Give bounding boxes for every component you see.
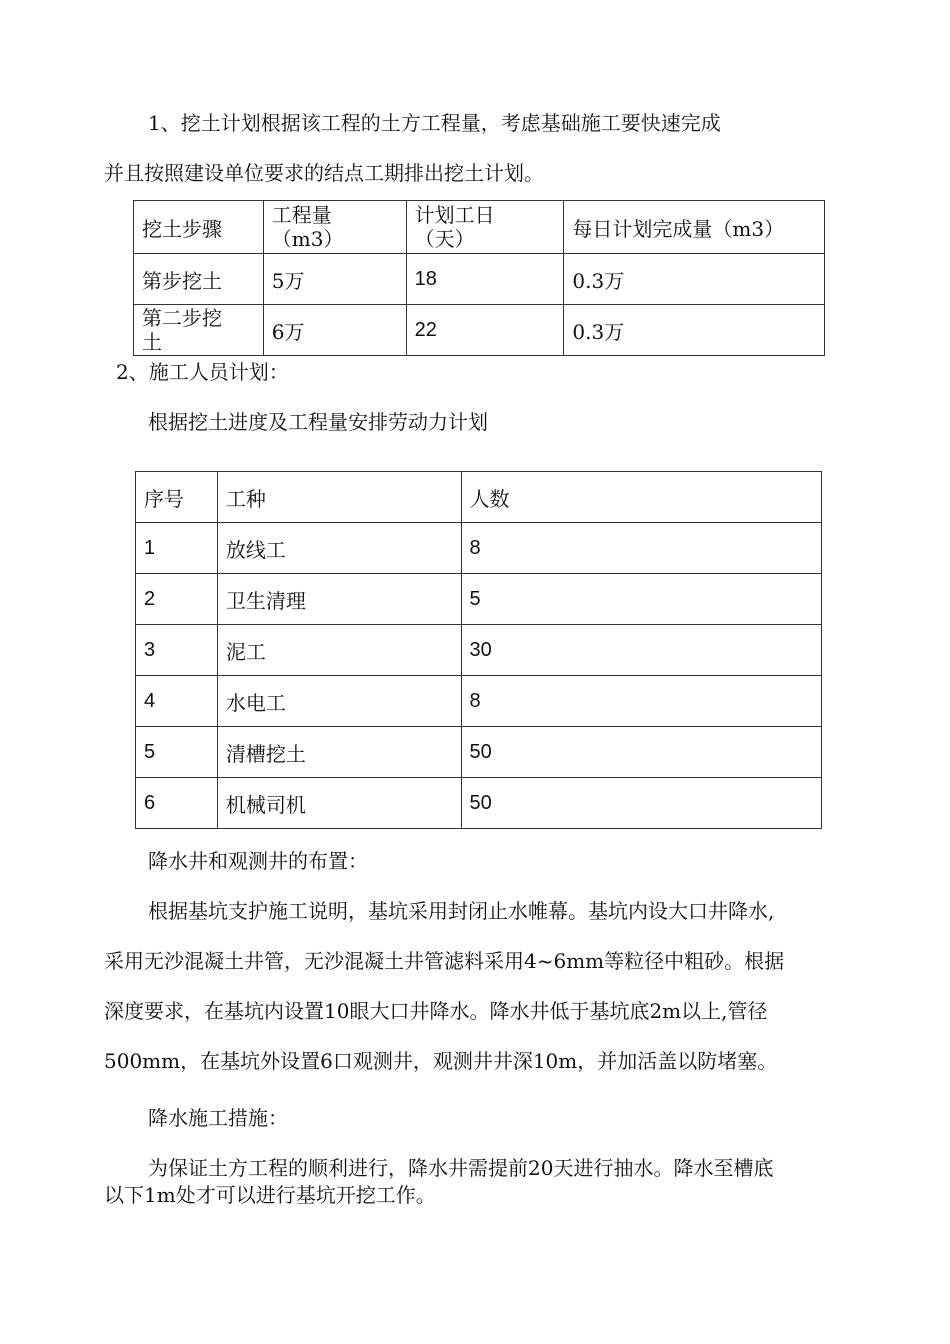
header-days: 计划工日 （天） bbox=[406, 201, 564, 254]
cell-index: 3 bbox=[136, 625, 218, 676]
header-volume: 工程量 （m3） bbox=[263, 201, 406, 254]
wells-paragraph-line: 根据基坑支护施工说明，基坑采用封闭止水帷幕。基坑内设大口井降水, bbox=[148, 899, 775, 923]
dewatering-paragraph-line: 以下1m处才可以进行基坑开挖工作。 bbox=[104, 1183, 436, 1207]
table-row bbox=[134, 305, 825, 356]
cell-trade: 泥工 bbox=[217, 625, 461, 676]
table-header-row bbox=[134, 201, 825, 254]
labor-table bbox=[135, 471, 822, 829]
table-row bbox=[134, 254, 825, 305]
cell-count: 50 bbox=[461, 727, 821, 778]
cell-count: 8 bbox=[461, 676, 821, 727]
cell-index: 6 bbox=[136, 778, 218, 829]
cell-trade: 机械司机 bbox=[217, 778, 461, 829]
table-row bbox=[136, 778, 822, 829]
cell-step: 第步挖土 bbox=[134, 254, 264, 305]
wells-title: 降水井和观测井的布置： bbox=[148, 849, 368, 873]
wells-paragraph-line: 深度要求，在基坑内设置10眼大口井降水。降水井低于基坑底2m以上,管径 bbox=[104, 999, 768, 1023]
section2-title: 2、施工人员计划： bbox=[116, 360, 289, 384]
header-daily: 每日计划完成量（m3） bbox=[564, 201, 825, 254]
cell-trade: 卫生清理 bbox=[217, 574, 461, 625]
table-row bbox=[136, 625, 822, 676]
cell-count: 30 bbox=[461, 625, 821, 676]
cell-days: 22 bbox=[406, 305, 564, 356]
cell-count: 8 bbox=[461, 523, 821, 574]
cell-index: 1 bbox=[136, 523, 218, 574]
cell-trade: 放线工 bbox=[217, 523, 461, 574]
excavation-table bbox=[133, 200, 825, 356]
cell-count: 5 bbox=[461, 574, 821, 625]
wells-paragraph-line: 500mm，在基坑外设置6口观测井，观测井井深10m，并加活盖以防堵塞。 bbox=[104, 1049, 778, 1073]
header-count: 人数 bbox=[461, 472, 821, 523]
header-index: 序号 bbox=[136, 472, 218, 523]
header-trade: 工种 bbox=[217, 472, 461, 523]
cell-index: 5 bbox=[136, 727, 218, 778]
section2-intro: 根据挖土进度及工程量安排劳动力计划 bbox=[148, 410, 488, 434]
section1-line2: 并且按照建设单位要求的结点工期排出挖土计划。 bbox=[104, 161, 544, 185]
cell-volume: 6万 bbox=[263, 305, 406, 356]
section1-line1: 1、挖土计划根据该工程的土方工程量，考虑基础施工要快速完成 bbox=[148, 111, 721, 135]
table-row bbox=[136, 676, 822, 727]
dewatering-paragraph-line: 为保证土方工程的顺利进行，降水井需提前20天进行抽水。降水至槽底 bbox=[148, 1156, 774, 1180]
cell-days: 18 bbox=[406, 254, 564, 305]
table-row bbox=[136, 727, 822, 778]
cell-daily: 0.3万 bbox=[564, 305, 825, 356]
cell-volume: 5万 bbox=[263, 254, 406, 305]
cell-trade: 清槽挖土 bbox=[217, 727, 461, 778]
table-row bbox=[136, 574, 822, 625]
cell-step: 第二步挖 土 bbox=[134, 305, 264, 356]
cell-index: 4 bbox=[136, 676, 218, 727]
header-step: 挖土步骤 bbox=[134, 201, 264, 254]
dewatering-title: 降水施工措施： bbox=[148, 1106, 288, 1130]
cell-daily: 0.3万 bbox=[564, 254, 825, 305]
cell-trade: 水电工 bbox=[217, 676, 461, 727]
table-row bbox=[136, 523, 822, 574]
table-header-row bbox=[136, 472, 822, 523]
wells-paragraph-line: 采用无沙混凝土井管，无沙混凝土井管滤料采用4~6mm等粒径中粗砂。根据 bbox=[104, 949, 785, 973]
cell-index: 2 bbox=[136, 574, 218, 625]
cell-count: 50 bbox=[461, 778, 821, 829]
